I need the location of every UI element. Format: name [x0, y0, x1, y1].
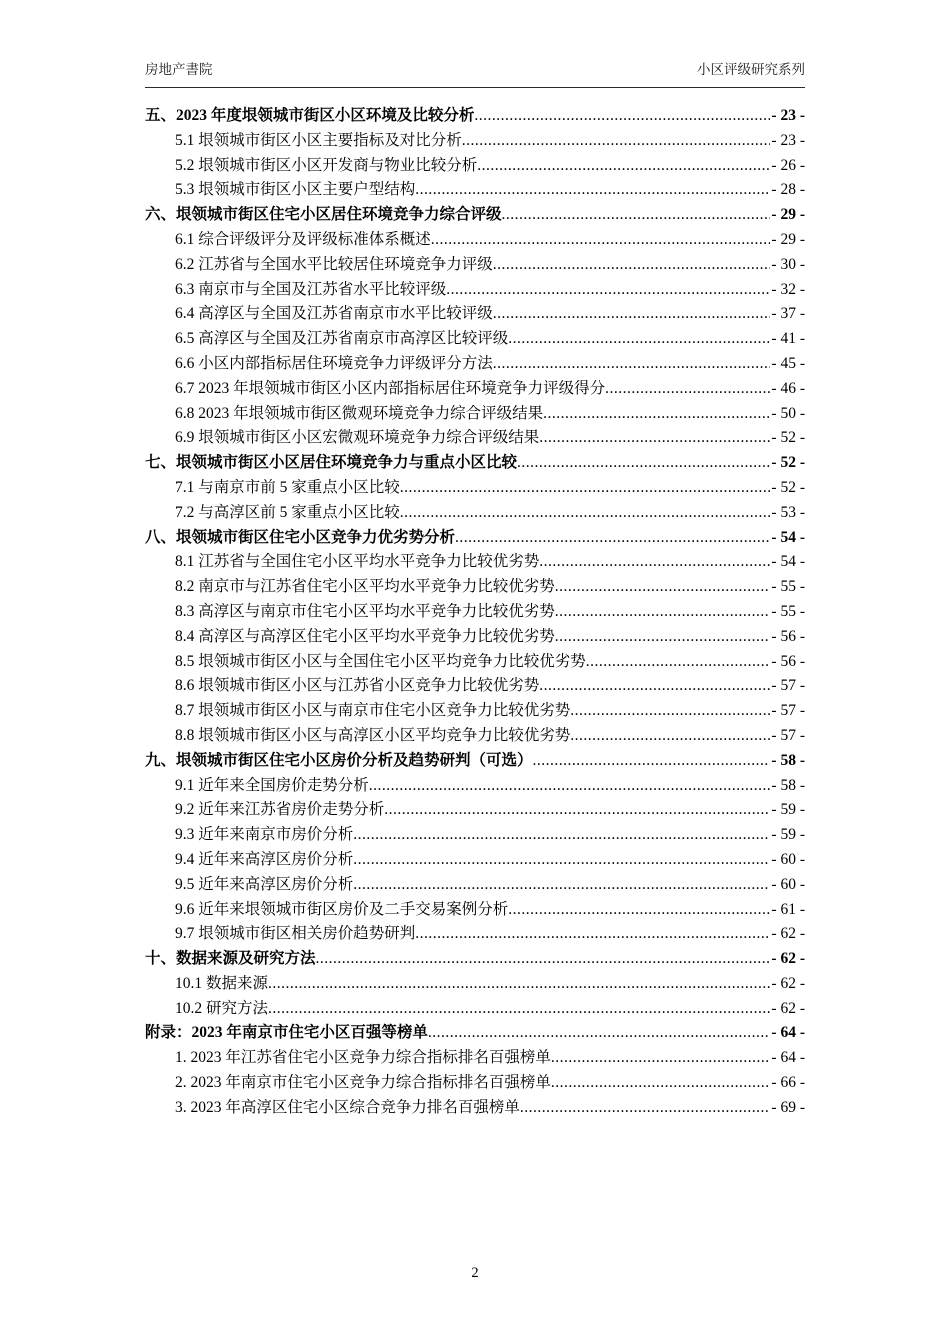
- toc-entry-title: 7.1 与南京市前 5 家重点小区比较: [175, 478, 400, 496]
- toc-entry-title: 6.3 南京市与全国及江苏省水平比较评级: [175, 280, 447, 298]
- toc-leader-dots: [570, 699, 770, 724]
- toc-entry-title: 六、垠领城市街区住宅小区居住环境竞争力综合评级: [145, 206, 502, 224]
- toc-leader-dots: [539, 674, 770, 699]
- toc-entry-title: 七、垠领城市街区小区居住环境竞争力与重点小区比较: [145, 454, 518, 472]
- toc-entry-page-number: - 60 -: [771, 875, 805, 893]
- toc-entry: [145, 526, 805, 551]
- toc-leader-dots: [508, 327, 770, 352]
- toc-leader-dots: [415, 178, 770, 203]
- toc-entry: [145, 1021, 805, 1046]
- toc-entry-title: 8.2 南京市与江苏省住宅小区平均水平竞争力比较优劣势: [175, 578, 555, 596]
- toc-entry-page-number: - 23 -: [771, 107, 805, 124]
- toc-leader-dots: [520, 1096, 771, 1121]
- toc-leader-dots: [446, 278, 770, 303]
- toc-leader-dots: [493, 253, 771, 278]
- toc-entry: [145, 1096, 805, 1121]
- toc-entry-page-number: - 53 -: [771, 503, 805, 521]
- toc-entry-page-number: - 59 -: [771, 826, 805, 844]
- toc-entry-title: 2. 2023 年南京市住宅小区竞争力综合指标排名百强榜单: [175, 1074, 551, 1092]
- toc-entry-title: 6.5 高淳区与全国及江苏省南京市高淳区比较评级: [175, 330, 509, 348]
- toc-entry: [145, 823, 805, 848]
- page-content: [145, 104, 805, 1121]
- toc-entry: [145, 451, 805, 476]
- toc-entry-page-number: - 58 -: [771, 776, 805, 794]
- toc-entry: [145, 327, 805, 352]
- toc-entry: [145, 352, 805, 377]
- toc-leader-dots: [353, 873, 770, 898]
- toc-leader-dots: [508, 898, 770, 923]
- toc-entry: [145, 575, 805, 600]
- toc-leader-dots: [539, 550, 770, 575]
- toc-entry-page-number: - 29 -: [771, 206, 805, 224]
- toc-entry: [145, 873, 805, 898]
- toc-leader-dots: [415, 922, 770, 947]
- toc-entry-title: 3. 2023 年高淳区住宅小区综合竞争力排名百强榜单: [175, 1098, 520, 1116]
- toc-entry-page-number: - 62 -: [771, 950, 805, 968]
- toc-entry-page-number: - 60 -: [771, 850, 805, 868]
- toc-entry: [145, 203, 805, 228]
- toc-leader-dots: [502, 203, 771, 228]
- toc-entry-page-number: - 69 -: [771, 1098, 805, 1116]
- toc-leader-dots: [551, 1046, 771, 1071]
- toc-entry-title: 8.1 江苏省与全国住宅小区平均水平竞争力比较优劣势: [175, 553, 540, 571]
- toc-entry-title: 6.4 高淳区与全国及江苏省南京市水平比较评级: [175, 305, 493, 323]
- toc-entry-title: 8.7 垠领城市街区小区与南京市住宅小区竞争力比较优劣势: [175, 702, 571, 720]
- toc-entry-page-number: - 32 -: [771, 280, 805, 298]
- toc-entry-page-number: - 52 -: [771, 429, 805, 447]
- toc-leader-dots: [493, 302, 771, 327]
- table-of-contents: [145, 104, 805, 1121]
- toc-leader-dots: [533, 749, 771, 774]
- toc-entry: [145, 550, 805, 575]
- toc-entry-title: 7.2 与高淳区前 5 家重点小区比较: [175, 503, 400, 521]
- toc-entry-page-number: - 45 -: [771, 354, 805, 372]
- toc-entry-title: 附录：2023 年南京市住宅小区百强等榜单: [145, 1024, 428, 1042]
- toc-entry: [145, 178, 805, 203]
- toc-entry: [145, 625, 805, 650]
- toc-entry-title: 9.6 近年来垠领城市街区房价及二手交易案例分析: [175, 900, 509, 918]
- toc-entry-title: 5.1 垠领城市街区小区主要指标及对比分析: [175, 131, 462, 149]
- toc-entry: [145, 426, 805, 451]
- toc-entry: [145, 253, 805, 278]
- toc-entry-title: 6.7 2023 年垠领城市街区小区内部指标居住环境竞争力评级得分: [175, 379, 606, 397]
- toc-leader-dots: [605, 377, 770, 402]
- toc-entry-page-number: - 62 -: [771, 974, 805, 992]
- toc-leader-dots: [384, 798, 770, 823]
- toc-entry-page-number: - 61 -: [771, 900, 805, 918]
- page-header: [145, 58, 805, 88]
- toc-entry-title: 10.1 数据来源: [175, 974, 269, 992]
- toc-leader-dots: [268, 972, 770, 997]
- toc-entry-title: 8.5 垠领城市街区小区与全国住宅小区平均竞争力比较优劣势: [175, 652, 586, 670]
- toc-entry-title: 6.6 小区内部指标居住环境竞争力评级评分方法: [175, 354, 493, 372]
- toc-entry-page-number: - 64 -: [771, 1024, 805, 1042]
- toc-entry: [145, 898, 805, 923]
- toc-leader-dots: [555, 600, 771, 625]
- toc-entry: [145, 972, 805, 997]
- toc-entry-page-number: - 29 -: [771, 230, 805, 248]
- toc-entry-page-number: - 64 -: [771, 1049, 805, 1067]
- toc-entry-page-number: - 58 -: [771, 751, 805, 769]
- toc-leader-dots: [353, 848, 770, 873]
- toc-entry-page-number: - 28 -: [771, 181, 805, 199]
- toc-entry: [145, 749, 805, 774]
- toc-entry-title: 6.9 垠领城市街区小区宏微观环境竞争力综合评级结果: [175, 429, 540, 447]
- toc-entry-page-number: - 57 -: [771, 677, 805, 695]
- toc-leader-dots: [474, 104, 770, 129]
- toc-leader-dots: [555, 625, 771, 650]
- toc-leader-dots: [462, 129, 771, 154]
- toc-entry: [145, 501, 805, 526]
- toc-entry: [145, 278, 805, 303]
- toc-leader-dots: [400, 476, 771, 501]
- toc-leader-dots: [353, 823, 770, 848]
- toc-entry-title: 6.8 2023 年垠领城市街区微观环境竞争力综合评级结果: [175, 404, 544, 422]
- toc-entry: [145, 1071, 805, 1096]
- page-number: 2: [471, 1265, 479, 1281]
- toc-leader-dots: [493, 352, 771, 377]
- toc-entry-page-number: - 23 -: [771, 131, 805, 149]
- toc-entry-page-number: - 62 -: [771, 925, 805, 943]
- toc-leader-dots: [555, 575, 771, 600]
- toc-entry: [145, 699, 805, 724]
- toc-entry: [145, 104, 805, 129]
- toc-entry: [145, 129, 805, 154]
- toc-leader-dots: [477, 154, 770, 179]
- toc-entry: [145, 228, 805, 253]
- toc-leader-dots: [400, 501, 771, 526]
- toc-entry: [145, 650, 805, 675]
- toc-entry-title: 八、垠领城市街区住宅小区竞争力优劣势分析: [145, 528, 456, 546]
- toc-entry-title: 9.5 近年来高淳区房价分析: [175, 875, 354, 893]
- toc-entry-title: 十、数据来源及研究方法: [145, 950, 316, 968]
- toc-entry-page-number: - 56 -: [771, 652, 805, 670]
- toc-entry-title: 9.4 近年来高淳区房价分析: [175, 850, 354, 868]
- toc-entry-title: 9.7 垠领城市街区相关房价趋势研判: [175, 925, 416, 943]
- toc-entry-page-number: - 59 -: [771, 801, 805, 819]
- toc-entry: [145, 724, 805, 749]
- toc-entry: [145, 377, 805, 402]
- toc-leader-dots: [428, 1021, 771, 1046]
- toc-entry: [145, 402, 805, 427]
- toc-entry: [145, 798, 805, 823]
- toc-entry-page-number: - 41 -: [771, 330, 805, 348]
- toc-entry-page-number: - 52 -: [771, 454, 805, 472]
- toc-entry: [145, 674, 805, 699]
- toc-entry-page-number: - 46 -: [771, 379, 805, 397]
- header-right-text: 小区评级研究系列: [697, 62, 805, 77]
- toc-leader-dots: [570, 724, 770, 749]
- toc-entry: [145, 848, 805, 873]
- toc-leader-dots: [268, 997, 770, 1022]
- toc-leader-dots: [517, 451, 770, 476]
- toc-leader-dots: [455, 526, 770, 551]
- toc-entry-title: 5.3 垠领城市街区小区主要户型结构: [175, 181, 416, 199]
- page-footer: [0, 1265, 950, 1282]
- toc-entry-title: 6.2 江苏省与全国水平比较居住环境竞争力评级: [175, 255, 493, 273]
- toc-entry-title: 10.2 研究方法: [175, 999, 269, 1017]
- toc-leader-dots: [369, 774, 771, 799]
- toc-entry-page-number: - 37 -: [771, 305, 805, 323]
- header-left-text: 房地产書院: [145, 62, 213, 77]
- toc-leader-dots: [586, 650, 771, 675]
- toc-entry-page-number: - 26 -: [771, 156, 805, 174]
- toc-leader-dots: [431, 228, 771, 253]
- toc-entry-title: 五、2023 年度垠领城市街区小区环境及比较分析: [145, 107, 475, 124]
- toc-entry: [145, 997, 805, 1022]
- toc-entry: [145, 947, 805, 972]
- toc-entry-page-number: - 57 -: [771, 702, 805, 720]
- toc-entry-title: 8.3 高淳区与南京市住宅小区平均水平竞争力比较优劣势: [175, 602, 555, 620]
- toc-entry-page-number: - 30 -: [771, 255, 805, 273]
- toc-entry: [145, 1046, 805, 1071]
- toc-entry-title: 9.1 近年来全国房价走势分析: [175, 776, 369, 794]
- toc-entry: [145, 154, 805, 179]
- toc-entry: [145, 302, 805, 327]
- toc-entry-page-number: - 66 -: [771, 1074, 805, 1092]
- toc-entry: [145, 476, 805, 501]
- toc-entry-title: 九、垠领城市街区住宅小区房价分析及趋势研判（可选）: [145, 751, 533, 769]
- toc-entry-title: 8.8 垠领城市街区小区与高淳区小区平均竞争力比较优劣势: [175, 726, 571, 744]
- toc-entry-title: 5.2 垠领城市街区小区开发商与物业比较分析: [175, 156, 478, 174]
- toc-entry-page-number: - 52 -: [771, 478, 805, 496]
- toc-leader-dots: [543, 402, 770, 427]
- toc-leader-dots: [539, 426, 770, 451]
- toc-entry-title: 6.1 综合评级评分及评级标准体系概述: [175, 230, 431, 248]
- toc-entry-page-number: - 56 -: [771, 627, 805, 645]
- toc-entry-title: 9.2 近年来江苏省房价走势分析: [175, 801, 385, 819]
- toc-entry-page-number: - 55 -: [771, 602, 805, 620]
- toc-entry-page-number: - 50 -: [771, 404, 805, 422]
- toc-entry-title: 8.6 垠领城市街区小区与江苏省小区竞争力比较优劣势: [175, 677, 540, 695]
- toc-entry-page-number: - 57 -: [771, 726, 805, 744]
- toc-leader-dots: [551, 1071, 771, 1096]
- toc-entry: [145, 774, 805, 799]
- toc-entry-title: 1. 2023 年江苏省住宅小区竞争力综合指标排名百强榜单: [175, 1049, 551, 1067]
- toc-entry-title: 8.4 高淳区与高淳区住宅小区平均水平竞争力比较优劣势: [175, 627, 555, 645]
- toc-entry-page-number: - 62 -: [771, 999, 805, 1017]
- toc-entry: [145, 600, 805, 625]
- toc-entry-page-number: - 55 -: [771, 578, 805, 596]
- toc-entry-title: 9.3 近年来南京市房价分析: [175, 826, 354, 844]
- toc-entry: [145, 922, 805, 947]
- toc-entry-page-number: - 54 -: [771, 528, 805, 546]
- toc-entry-page-number: - 54 -: [771, 553, 805, 571]
- toc-leader-dots: [316, 947, 771, 972]
